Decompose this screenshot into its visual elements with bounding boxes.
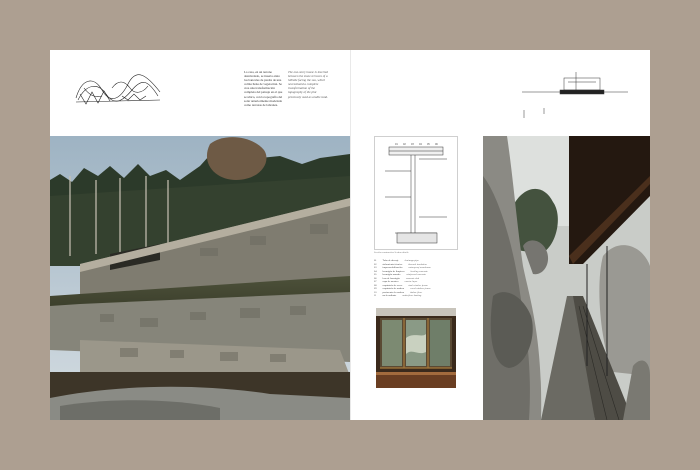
legend-row: 08 carpintería de acero steel window frame: [374, 283, 428, 287]
photo-rock-corridor: [483, 136, 650, 420]
svg-text:04: 04: [419, 143, 422, 146]
legend-row: 09 carpintería de madera wood window frame: [374, 287, 431, 290]
legend-row: 06 losa de hormigón concrete slab: [374, 276, 420, 280]
legend-row: 10 pavimento de madera timber floor: [374, 290, 423, 294]
svg-text:06: 06: [435, 143, 438, 146]
svg-text:05: 05: [427, 143, 430, 146]
legend-row: 04 hormigón de limpieza leveling concrete: [374, 269, 428, 273]
legend-row: 01 Tubo de drenaje drainage pipe: [374, 259, 419, 262]
caption-spanish: La casa, en un terreno desnivelado, se inserta entre los bancales de piedra de una colina llena de vegetación. Se crea una transformación completa del paisaje en el que se ubica, con la topografía del solar anteriormente modelada como terrazas de labranza.: [244, 70, 283, 107]
spread-gutter: [350, 50, 351, 420]
photo-stone-terraces: [50, 136, 350, 420]
section-drawing-title: Sección constructiva Section details: [374, 251, 409, 254]
caption-english: The one-story house is inserted between the stone terraces of a hillside facing the sea, which necessitated a complete transformation of the topography of the plot previously used as arable land.: [288, 70, 328, 99]
legend-list: [374, 259, 458, 298]
site-section-drawing: [520, 70, 630, 122]
concept-sketch: [72, 70, 164, 110]
svg-text:01: 01: [395, 143, 398, 146]
legend-row: 03 impermeabilización waterproof membrane: [374, 266, 431, 269]
photo-window-detail: [376, 308, 456, 388]
legend-row: 05 hormigón armado reinforced concrete: [374, 273, 426, 276]
svg-text:03: 03: [411, 143, 414, 146]
section-drawing-panel: [374, 136, 458, 250]
svg-text:02: 02: [403, 143, 406, 146]
legend-row: 11 suelo radiante underfloor heating: [374, 294, 422, 297]
magazine-spread: [50, 50, 650, 420]
legend-row: 02 aislamiento térmico thermal insulation: [374, 262, 427, 266]
legend-row: 07 capa de mortero mortar layer: [374, 280, 418, 283]
